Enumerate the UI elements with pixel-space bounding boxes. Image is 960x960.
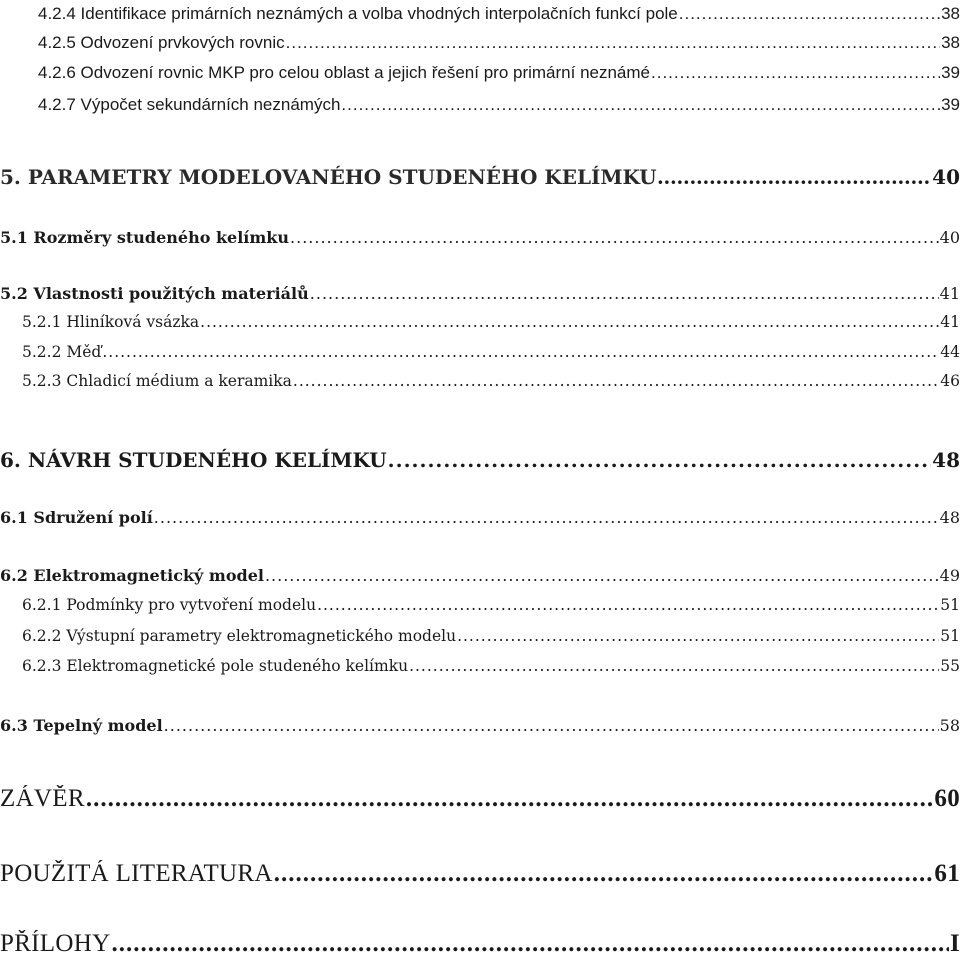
dot-leader [86,785,934,813]
dot-leader [409,657,939,675]
toc-entry-5-2[interactable] [0,284,960,303]
toc-entry-page: 40 [932,165,960,189]
dot-leader [317,596,939,614]
toc-entry-6-1[interactable] [0,508,960,527]
dot-leader [457,627,939,645]
toc-entry-page: 41 [940,313,960,331]
toc-entry-title: 4.2.4 Identifikace primárních neznámých a volba vhodných interpolačních funkcí pole [38,4,678,23]
toc-entry-page: 41 [939,284,960,303]
toc-entry-page: 49 [939,566,960,585]
toc-entry-page: 46 [940,372,960,390]
toc-entry-title: 6. NÁVRH STUDENÉHO KELÍMKU [0,448,387,472]
toc-entry-title: 6.2.1 Podmínky pro vytvoření modelu [22,596,317,614]
dot-leader [293,372,939,390]
toc-entry-title: 5.1 Rozměry studeného kelímku [0,228,290,247]
toc-entry-title: ZÁVĚR [0,785,85,812]
toc-entry-title: 5. PARAMETRY MODELOVANÉHO STUDENÉHO KELÍMKU [0,165,657,189]
toc-entry-title: 5.2.2 Měď [22,343,102,361]
dot-leader [265,566,939,585]
toc-entry-chapter-6[interactable] [0,448,960,472]
dot-leader [290,228,939,247]
toc-entry-6-2-2[interactable] [22,627,960,645]
dot-leader [341,95,940,115]
toc-entry-title: 5.2.3 Chladicí médium a keramika [22,372,292,390]
toc-entry-6-3[interactable] [0,716,960,735]
toc-entry-title: 6.1 Sdružení polí [0,508,153,527]
toc-entry-page: 55 [940,657,960,675]
toc-entry-title: 5.2.1 Hliníková vsázka [22,313,200,331]
toc-entry-title: 5.2 Vlastnosti použitých materiálů [0,284,309,303]
toc-entry-prilohy[interactable] [0,930,960,958]
toc-entry-page: 51 [940,596,960,614]
toc-entry-5-2-2[interactable] [22,343,960,361]
dot-leader [200,313,939,331]
toc-entry-title: 4.2.7 Výpočet sekundárních neznámých [38,95,341,114]
toc-entry-page: 58 [939,716,960,735]
toc-entry-title: 4.2.6 Odvození rovnic MKP pro celou oblast a jejich řešení pro primární neznámé [38,63,650,82]
dot-leader [164,716,939,735]
toc-entry-page: 44 [940,343,960,361]
toc-entry-4-2-6[interactable] [38,63,960,83]
toc-entry-6-2-3[interactable] [22,657,960,675]
toc-entry-5-2-1[interactable] [22,313,960,331]
toc-entry-zaver[interactable] [0,785,960,813]
dot-leader [286,33,940,53]
toc-entry-page: 51 [940,627,960,645]
toc-entry-page: 61 [934,860,960,887]
dot-leader [111,930,949,958]
toc-entry-title: 6.2.2 Výstupní parametry elektromagnetického modelu [22,627,457,645]
toc-entry-page: 60 [934,785,960,812]
toc-entry-title: 6.2 Elektromagnetický model [0,566,264,585]
toc-entry-5-1[interactable] [0,228,960,247]
toc-entry-page: 48 [932,448,960,472]
toc-entry-pouzita-literatura[interactable] [0,860,960,888]
toc-entry-page: 48 [939,508,960,527]
dot-leader [651,63,940,83]
toc-entry-page: 39 [941,95,960,114]
toc-entry-4-2-4[interactable] [38,4,960,24]
dot-leader [102,343,939,361]
toc-entry-title: 6.3 Tepelný model [0,716,163,735]
dot-leader [658,164,932,190]
toc-entry-title: 6.2.3 Elektromagnetické pole studeného kelímku [22,657,409,675]
toc-entry-4-2-7[interactable] [38,95,960,115]
toc-entry-page: 38 [941,33,960,52]
toc-entry-4-2-5[interactable] [38,33,960,53]
dot-leader [310,284,939,303]
toc-entry-page: 39 [941,63,960,82]
toc-entry-6-2-1[interactable] [22,596,960,614]
toc-entry-page: I [949,930,960,957]
toc-entry-chapter-5[interactable] [0,164,960,190]
toc-entry-page: 40 [939,228,960,247]
toc-entry-6-2[interactable] [0,566,960,585]
dot-leader [154,508,939,527]
dot-leader [679,4,940,24]
dot-leader [274,860,934,888]
toc-entry-page: 38 [941,4,960,23]
toc-entry-title: 4.2.5 Odvození prvkových rovnic [38,33,285,52]
dot-leader [388,448,932,472]
toc-entry-5-2-3[interactable] [22,372,960,390]
toc-entry-title: PŘÍLOHY [0,930,111,957]
toc-entry-title: POUŽITÁ LITERATURA [0,860,273,887]
